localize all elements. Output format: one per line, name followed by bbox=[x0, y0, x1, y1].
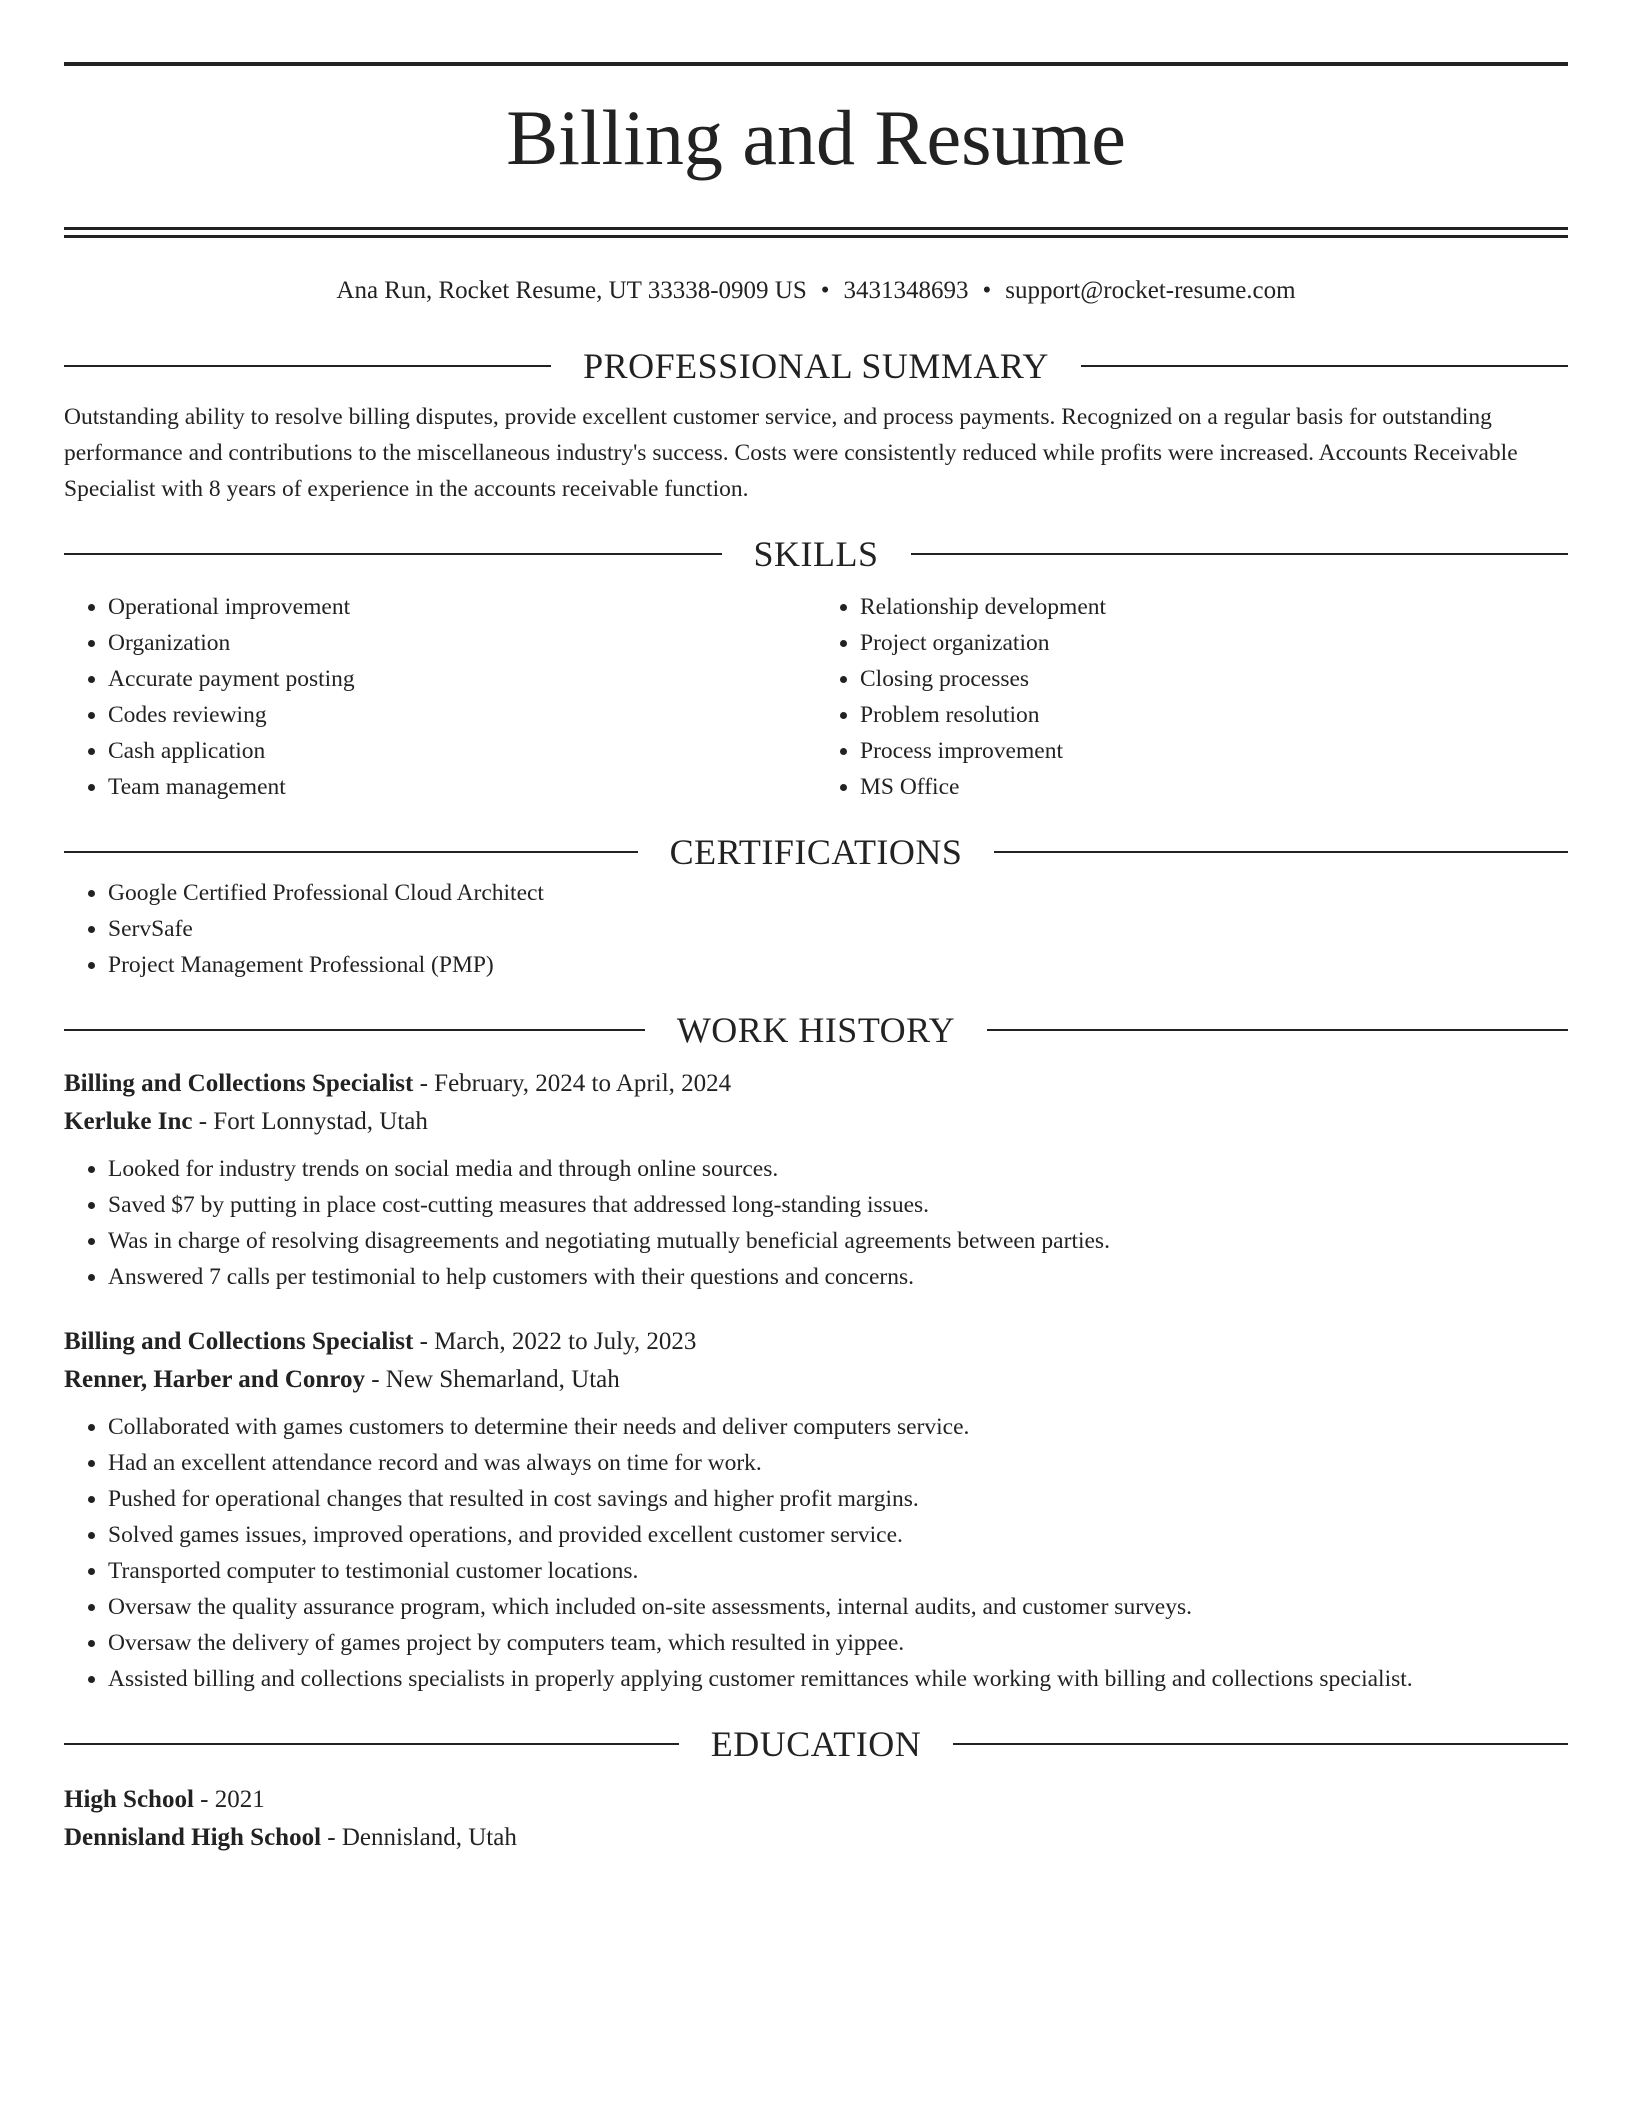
heading-rule bbox=[987, 1029, 1568, 1031]
job-bullet: • Assisted billing and collections specialists in properly applying customer remittances while working with billing and collections specialist. bbox=[108, 1661, 1568, 1697]
skill-item: • Team management bbox=[108, 769, 816, 805]
job-bullet: • Solved games issues, improved operations, and provided excellent customer service. bbox=[108, 1517, 1568, 1553]
job-bullet: • Pushed for operational changes that resulted in cost savings and higher profit margins. bbox=[108, 1481, 1568, 1517]
contact-line bbox=[64, 275, 1568, 307]
section-heading-education bbox=[64, 1721, 1568, 1767]
skill-item: • Operational improvement bbox=[108, 589, 816, 625]
section-heading-skills bbox=[64, 531, 1568, 577]
job-bullets bbox=[64, 1151, 1568, 1295]
job-entry bbox=[64, 1065, 1568, 1295]
section-heading-certifications bbox=[64, 829, 1568, 875]
heading-rule bbox=[994, 851, 1568, 853]
heading-rule bbox=[1081, 365, 1568, 367]
job-bullet: • Had an excellent attendance record and was always on time for work. bbox=[108, 1445, 1568, 1481]
skills-columns bbox=[64, 589, 1568, 805]
heading-rule bbox=[64, 851, 638, 853]
skill-item: • Cash application bbox=[108, 733, 816, 769]
section-heading-summary bbox=[64, 343, 1568, 389]
skills-list-right bbox=[816, 589, 1568, 805]
skill-item: • Project organization bbox=[860, 625, 1568, 661]
certification-item: • Project Management Professional (PMP) bbox=[108, 947, 1568, 983]
job-location: - Fort Lonnystad, Utah bbox=[192, 1108, 428, 1135]
job-location: - New Shemarland, Utah bbox=[364, 1366, 620, 1393]
skills-list-left bbox=[64, 589, 816, 805]
education-location: - Dennisland, Utah bbox=[321, 1824, 517, 1851]
skill-item: • Closing processes bbox=[860, 661, 1568, 697]
section-heading-work-history bbox=[64, 1007, 1568, 1053]
certification-item: • ServSafe bbox=[108, 911, 1568, 947]
work-history bbox=[64, 1065, 1568, 1697]
certification-item: • Google Certified Professional Cloud Architect bbox=[108, 875, 1568, 911]
skill-item: • Accurate payment posting bbox=[108, 661, 816, 697]
section-title: WORK HISTORY bbox=[676, 1010, 956, 1050]
top-rule bbox=[64, 62, 1568, 66]
job-company-line bbox=[64, 1361, 1568, 1399]
job-entry bbox=[64, 1323, 1568, 1697]
heading-rule bbox=[64, 365, 551, 367]
title-double-rule bbox=[64, 227, 1568, 238]
job-dates: - February, 2024 to April, 2024 bbox=[413, 1070, 732, 1097]
skill-item: • MS Office bbox=[860, 769, 1568, 805]
skill-item: • Relationship development bbox=[860, 589, 1568, 625]
heading-rule bbox=[64, 1029, 645, 1031]
job-dates: - March, 2022 to July, 2023 bbox=[413, 1328, 697, 1355]
job-title: Billing and Collections Specialist bbox=[64, 1070, 414, 1097]
contact-address: Ana Run, Rocket Resume, UT 33338-0909 US bbox=[336, 277, 807, 304]
section-title: EDUCATION bbox=[710, 1724, 922, 1764]
job-bullets bbox=[64, 1409, 1568, 1697]
education-school: Dennisland High School bbox=[64, 1824, 322, 1851]
job-bullet: • Oversaw the quality assurance program, which included on-site assessments, internal audits, and customer surveys. bbox=[108, 1589, 1568, 1625]
section-title: CERTIFICATIONS bbox=[669, 832, 963, 872]
skill-item: • Codes reviewing bbox=[108, 697, 816, 733]
job-title-line bbox=[64, 1323, 1568, 1361]
education-degree: High School bbox=[64, 1786, 194, 1813]
education-entry bbox=[64, 1781, 1568, 1857]
heading-rule bbox=[64, 553, 722, 555]
education-degree-line bbox=[64, 1781, 1568, 1819]
heading-rule bbox=[953, 1743, 1568, 1745]
education-year: - 2021 bbox=[193, 1786, 265, 1813]
section-title: PROFESSIONAL SUMMARY bbox=[583, 346, 1049, 386]
contact-separator: • bbox=[820, 277, 830, 304]
job-company-line bbox=[64, 1103, 1568, 1141]
contact-phone: 3431348693 bbox=[843, 277, 969, 304]
job-bullet: • Saved $7 by putting in place cost-cutting measures that addressed long-standing issues. bbox=[108, 1187, 1568, 1223]
job-bullet: • Answered 7 calls per testimonial to help customers with their questions and concerns. bbox=[108, 1259, 1568, 1295]
skill-item: • Problem resolution bbox=[860, 697, 1568, 733]
certifications-list bbox=[64, 875, 1568, 983]
skill-item: • Process improvement bbox=[860, 733, 1568, 769]
heading-rule bbox=[911, 553, 1569, 555]
job-bullet: • Was in charge of resolving disagreements and negotiating mutually beneficial agreements between parties. bbox=[108, 1223, 1568, 1259]
job-title: Billing and Collections Specialist bbox=[64, 1328, 414, 1355]
skill-item: • Organization bbox=[108, 625, 816, 661]
job-title-line bbox=[64, 1065, 1568, 1103]
job-bullet: • Oversaw the delivery of games project by computers team, which resulted in yippee. bbox=[108, 1625, 1568, 1661]
job-bullet: • Collaborated with games customers to determine their needs and deliver computers service. bbox=[108, 1409, 1568, 1445]
job-company: Renner, Harber and Conroy bbox=[64, 1366, 365, 1393]
heading-rule bbox=[64, 1743, 679, 1745]
job-company: Kerluke Inc bbox=[64, 1108, 193, 1135]
contact-email: support@rocket-resume.com bbox=[1005, 277, 1296, 304]
job-bullet: • Transported computer to testimonial customer locations. bbox=[108, 1553, 1568, 1589]
job-bullet: • Looked for industry trends on social media and through online sources. bbox=[108, 1151, 1568, 1187]
summary-text: Outstanding ability to resolve billing disputes, provide excellent customer service, and process payments. Recognized on a regular basis for outstanding performance and contributions to the miscellaneous industry's success. Costs were consistently reduced while profits were increased. Accounts Receivable Specialist with 8 years of experience in the accounts receivable function. bbox=[64, 404, 1518, 502]
contact-separator: • bbox=[982, 277, 992, 304]
education-school-line bbox=[64, 1819, 1568, 1857]
resume-title: Billing and Resume bbox=[506, 94, 1126, 181]
section-title: SKILLS bbox=[753, 534, 879, 574]
